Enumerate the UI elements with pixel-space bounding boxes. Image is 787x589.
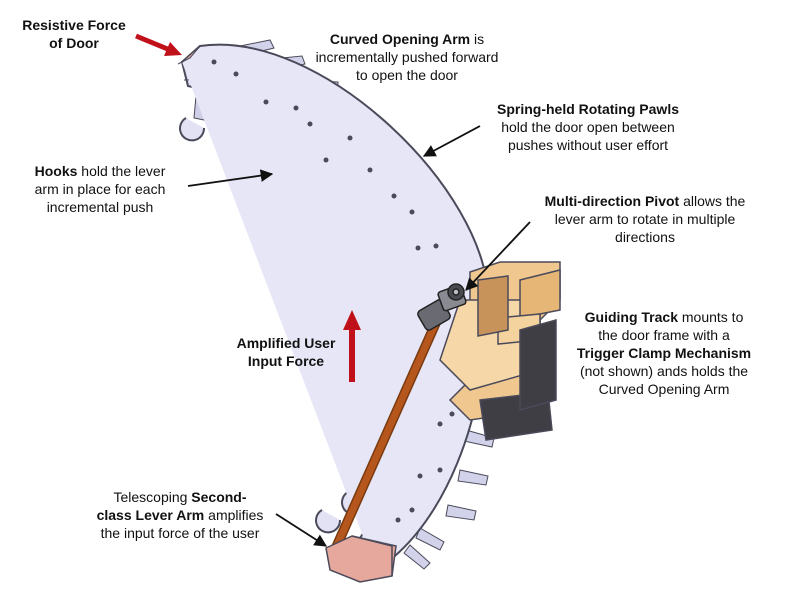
curved-arm-text-1: is [470,31,485,47]
label-pivot [520,192,770,246]
track-title: Guiding Track [584,309,678,325]
amplified-force-text: Amplified User Input Force [236,335,336,369]
lever-title-1: Second- [191,489,247,505]
label-hooks [10,162,190,216]
label-lever-arm [80,488,280,542]
pawls-title: Spring-held Rotating Pawls [496,101,679,117]
lever-text-pre: Telescoping [113,489,192,505]
hooks-text-3: incremental push [46,199,154,215]
hooks-text-2: arm in place for each [34,181,166,197]
hooks-title: Hooks [34,163,78,179]
label-resistive-force [14,16,134,52]
hooks-text-1: hold the lever [77,163,166,179]
label-pawls [468,100,708,154]
pawls-text-1: hold the door open between [501,119,675,135]
curved-arm-text-3: to open the door [356,67,458,83]
label-curved-arm [282,30,532,84]
pivot-title: Multi-direction Pivot [544,193,680,209]
pawls-text-2: pushes without user effort [507,137,669,153]
lever-title-2: class Lever Arm [96,507,205,523]
track-trigger-clamp: Trigger Clamp Mechanism [576,345,752,361]
arm-tip [326,536,396,582]
pivot-text-2: lever arm to rotate in multiple [554,211,736,227]
track-text-4: Curved Opening Arm [598,381,730,397]
pivot-text-1: allows the [679,193,746,209]
label-guiding-track [554,308,774,398]
track-text-2: the door frame with a [598,327,730,343]
track-text-3: (not shown) ands holds the [579,363,749,379]
lever-text-1: amplifies [204,507,264,523]
track-text-1: mounts to [677,309,744,325]
lever-text-2: the input force of the user [100,525,260,541]
curved-arm-text-2: incrementally pushed forward [315,49,499,65]
curved-arm-title: Curved Opening Arm [329,31,471,47]
label-amplified-force [222,334,350,370]
resistive-force-arrow [136,36,182,56]
resistive-force-text: Resistive Force of Door [22,17,126,51]
pivot-text-3: directions [615,229,675,245]
